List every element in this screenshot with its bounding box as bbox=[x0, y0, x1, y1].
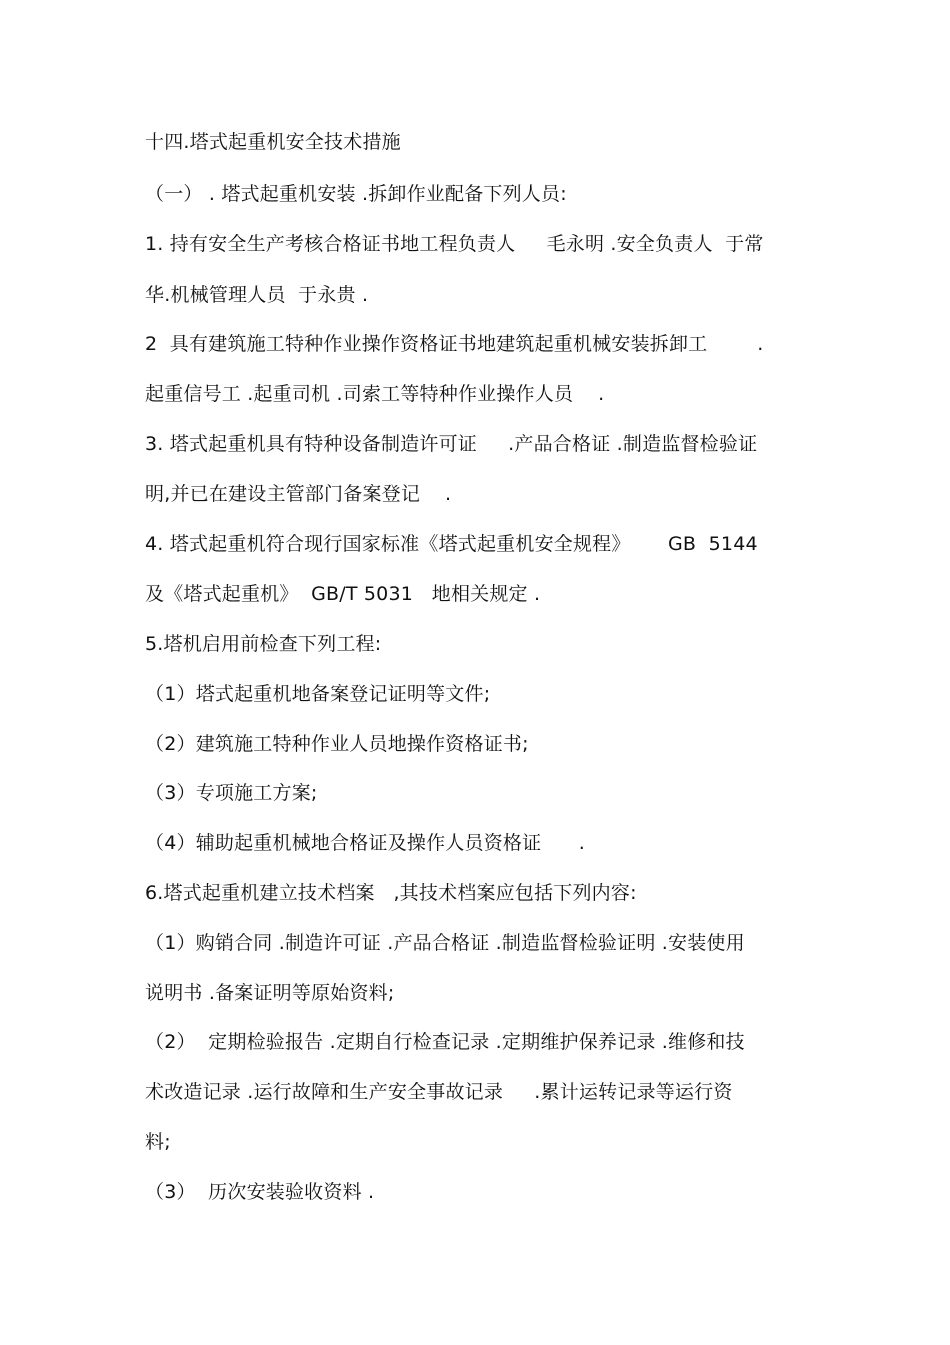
text-line: 3. 塔式起重机具有特种设备制造许可证 .产品合格证 .制造监督检验证 bbox=[145, 433, 758, 455]
text-line: 及《塔式起重机》 GB/T 5031 地相关规定 . bbox=[145, 583, 541, 605]
text-line: 4. 塔式起重机符合现行国家标准《塔式起重机安全规程》 GB 5144 bbox=[145, 533, 758, 555]
text-line: 料; bbox=[145, 1131, 171, 1153]
text-line: （3）专项施工方案; bbox=[145, 782, 318, 804]
text-line: 术改造记录 .运行故障和生产安全事故记录 .累计运转记录等运行资 bbox=[145, 1081, 733, 1103]
text-line: （3） 历次安装验收资料 . bbox=[145, 1181, 375, 1203]
text-line: 明,并已在建设主管部门备案登记 . bbox=[145, 483, 452, 505]
text-line: （4）辅助起重机械地合格证及操作人员资格证 . bbox=[145, 832, 585, 854]
text-line: （1）塔式起重机地备案登记证明等文件; bbox=[145, 683, 491, 705]
text-line: 1. 持有安全生产考核合格证书地工程负责人 毛永明 .安全负责人 于常 bbox=[145, 233, 764, 255]
text-line: （2） 定期检验报告 .定期自行检查记录 .定期维护保养记录 .维修和技 bbox=[145, 1031, 745, 1053]
page-title: 十四.塔式起重机安全技术措施 bbox=[145, 131, 401, 153]
text-line: 说明书 .备案证明等原始资料; bbox=[145, 982, 395, 1004]
text-line: 华.机械管理人员 于永贵 . bbox=[145, 284, 369, 306]
text-line: （1）购销合同 .制造许可证 .产品合格证 .制造监督检验证明 .安装使用 bbox=[145, 932, 745, 954]
text-line: （2）建筑施工特种作业人员地操作资格证书; bbox=[145, 733, 529, 755]
text-line: 起重信号工 .起重司机 .司索工等特种作业操作人员 . bbox=[145, 383, 605, 405]
text-line: （一） . 塔式起重机安装 .拆卸作业配备下列人员: bbox=[145, 183, 567, 205]
text-line: 5.塔机启用前检查下列工程: bbox=[145, 633, 382, 655]
text-line: 2 具有建筑施工特种作业操作资格证书地建筑起重机械安装拆卸工 . bbox=[145, 333, 764, 355]
text-line: 6.塔式起重机建立技术档案 ,其技术档案应包括下列内容: bbox=[145, 882, 637, 904]
